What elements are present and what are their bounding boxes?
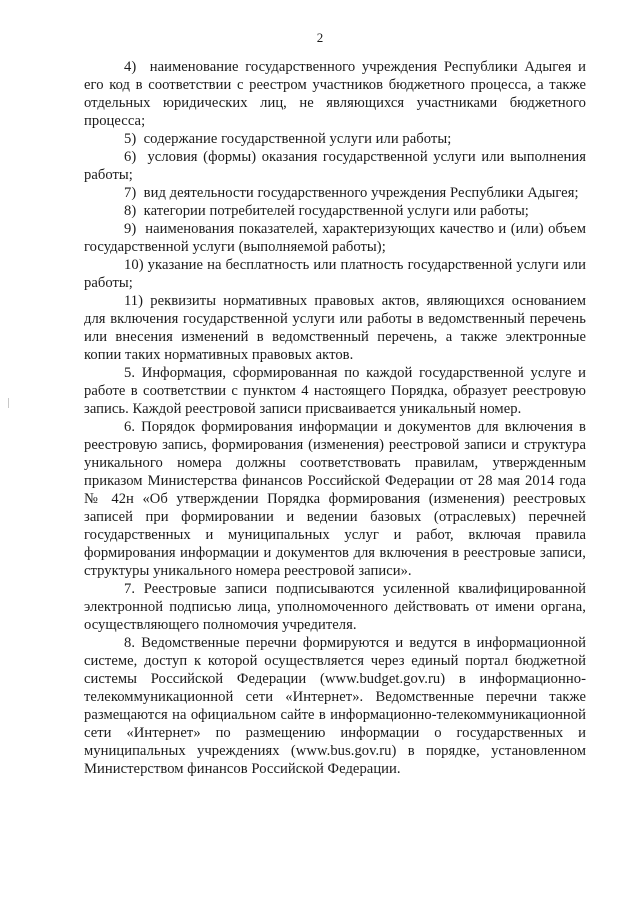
scan-artifact <box>8 398 9 408</box>
paragraph-clause-8: 8. Ведомственные перечни формируются и ведутся в информационной системе, доступ к которой осуществляется через единый портал бюджетной системы Российской Федерации (www.budget.gov.ru) в информационно-телекоммуникационной сети «Интернет». Ведомственные перечни также размещаются на официальном сайте в информационно-телекоммуникационной сети «Интернет» по размещению информации о государственных и муниципальных учреждениях (www.bus.gov.ru) в порядке, установленном Министерством финансов Российской Федерации. <box>84 635 586 777</box>
paragraph-clause-7: 7. Реестровые записи подписываются усиленной квалифицированной электронной подписью лица, уполномоченного действовать от имени органа, осуществляющего полномочия учредителя. <box>84 581 586 633</box>
paragraph-item-7: 7) вид деятельности государственного учреждения Республики Адыгея; <box>124 185 579 201</box>
paragraph-item-9: 9) наименования показателей, характеризующих качество и (или) объем государственной услуги (выполняемой работы); <box>84 221 586 255</box>
document-body <box>84 58 586 778</box>
paragraph-item-4: 4) наименование государственного учреждения Республики Адыгея и его код в соответствии с реестром участников бюджетного процесса, а также отдельных юридических лиц, не являющихся участниками бюджетного процесса; <box>84 59 586 129</box>
paragraph-item-11: 11) реквизиты нормативных правовых актов, являющихся основанием для включения государственной услуги или работы в ведомственный перечень или внесения изменений в ведомственный перечень, а также электронные копии таких нормативных правовых актов. <box>84 293 586 363</box>
paragraph-item-10: 10) указание на бесплатность или платность государственной услуги или работы; <box>84 257 586 291</box>
paragraph-item-5: 5) содержание государственной услуги или работы; <box>124 131 452 147</box>
page-number: 2 <box>316 30 324 45</box>
paragraph-item-8: 8) категории потребителей государственной услуги или работы; <box>124 203 529 219</box>
paragraph-clause-5: 5. Информация, сформированная по каждой государственной услуге и работе в соответствии с пунктом 4 настоящего Порядка, образует реестровую запись. Каждой реестровой записи присваивается уникальный номер. <box>84 365 586 417</box>
paragraph-item-6: 6) условия (формы) оказания государственной услуги или выполнения работы; <box>84 149 586 183</box>
paragraph-clause-6: 6. Порядок формирования информации и документов для включения в реестровую запись, формирования (изменения) реестровой записи и структура уникального номера должны соответствовать правилам, утвержденным приказом Министерства финансов Российской Федерации от 28 мая 2014 года № 42н «Об утверждении Порядка формирования (изменения) реестровых записей при формировании и ведении базовых (отраслевых) перечней государственных и муниципальных услуг и работ, включая правила формирования информации и документов для включения в реестровые записи, структуры уникального номера реестровой записи». <box>84 419 586 579</box>
